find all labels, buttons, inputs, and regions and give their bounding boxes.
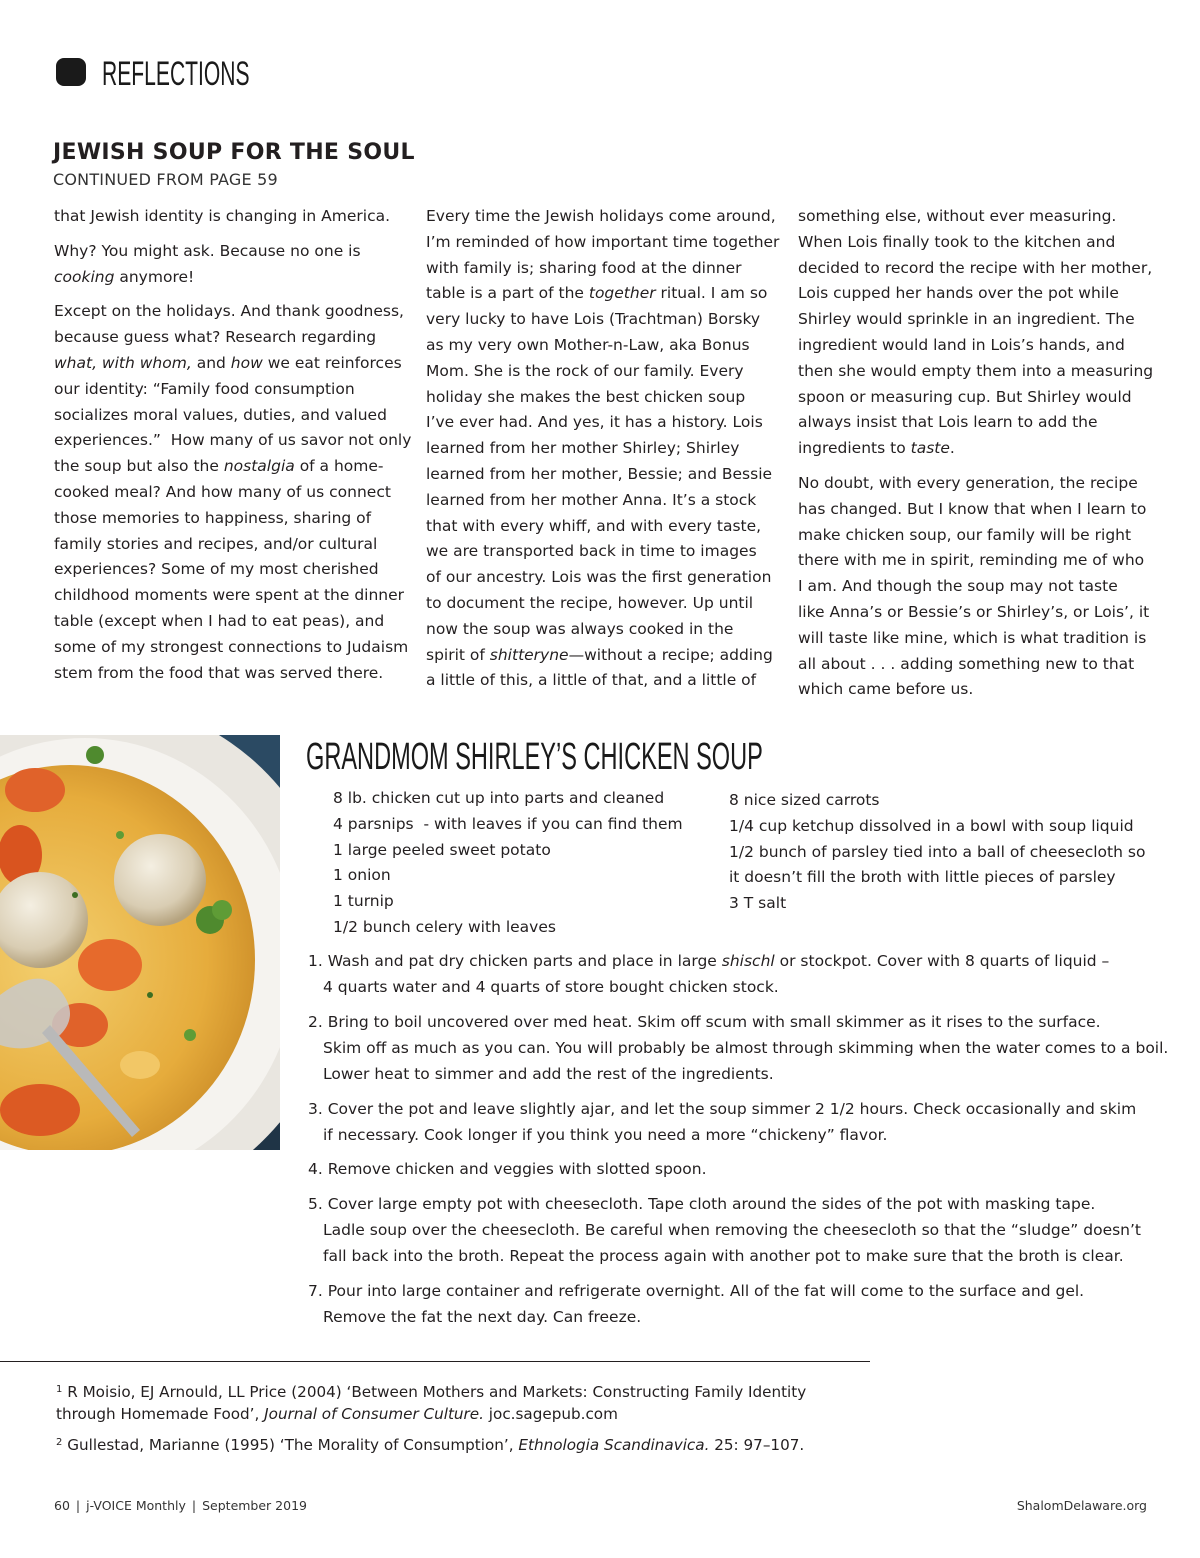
recipe-step-5: 5. Cover large empty pot with cheesecloth. Tape cloth around the sides of the pot with masking tape. Ladle soup over the cheesecloth. Be careful when removing the cheesecloth so that the “sludge” doesn’t fall back into the broth. Repeat the process again with another pot to make sure that the broth is clear.: [308, 1195, 1142, 1265]
publication-name: j-VOICE Monthly: [86, 1498, 186, 1513]
section-label: REFLECTIONS: [102, 55, 250, 93]
recipe-step-3: 3. Cover the pot and leave slightly ajar, and let the soup simmer 2 1/2 hours. Check occasionally and skim if necessary. Cook longer if you think you need a more “chickeny” flavor.: [308, 1100, 1137, 1144]
soup-photo: [0, 735, 280, 1150]
article-continued-note: CONTINUED FROM PAGE 59: [53, 170, 278, 189]
ingredient: it doesn’t fill the broth with little pieces of parsley: [729, 868, 1116, 887]
ingredient: 8 lb. chicken cut up into parts and cleaned: [333, 789, 665, 807]
paragraph: that Jewish identity is changing in America.: [54, 207, 391, 225]
ingredient: 1 onion: [333, 866, 391, 885]
paragraph: No doubt, with every generation, the recipe has changed. But I know that when I learn to make chicken soup, our family will be right there with me in spirit, reminding me of who I am. And though the soup may not taste like Anna’s or Bessie’s or Shirley’s, or Lois’, it will taste like mine, which is what tradition is all about . . . adding something new to that which came before us.: [798, 473, 1150, 699]
issue-date: September 2019: [202, 1498, 307, 1513]
footnote-1: $^1$ R Moisio, EJ Arnould, LL Price (2004) ‘Between Mothers and Markets: Constructing Family Identity through Homemade Food’, Journal of Consumer Culture. joc.sagepub.com: [56, 1383, 807, 1423]
article-column-2: [426, 204, 778, 703]
footnote-divider: [0, 1361, 870, 1362]
section-marker: [56, 58, 86, 86]
ingredient: 1 large peeled sweet potato: [333, 840, 551, 859]
ingredient: 3 T salt: [729, 894, 787, 913]
ingredient: 1/2 bunch celery with leaves: [333, 917, 556, 936]
paragraph: Why? You might ask. Because no one is cooking anymore!: [54, 241, 361, 286]
website-url: ShalomDelaware.org: [1016, 1498, 1147, 1513]
page-footer-info: 60 | j-VOICE Monthly | September 2019: [54, 1498, 307, 1513]
article-column-1: [54, 204, 412, 695]
paragraph: Except on the holidays. And thank goodness, because guess what? Research regarding what, with whom, and how we eat reinforces our identity: “Family food consumption socializes moral values, duties, and valued experiences.” How many of us savor not only the soup but also the nostalgia of a home- cooked meal? And how many of us connect those memories to happiness, sharing of family stories and recipes, and/or cultural experiences? Some of my most cherished childhood moments were spent at the dinner table (except when I had to eat peas), and some of my strongest connections to Judaism stem from the food that was served there.: [54, 302, 412, 682]
recipe-step-7: 7. Pour into large container and refrigerate overnight. All of the fat will come to the surface and gel. Remove the fat the next day. Can freeze.: [308, 1282, 1085, 1326]
ingredients-list-left: [333, 786, 683, 941]
recipe-step-2: 2. Bring to boil uncovered over med heat. Skim off scum with small skimmer as it rises to the surface. Skim off as much as you can. You will probably be almost through skimming when the water comes to a boil. Lower heat to simmer and add the rest of the ingredients.: [308, 1013, 1169, 1083]
recipe-title: GRANDMOM SHIRLEY’S CHICKEN SOUP: [306, 736, 763, 778]
ingredients-list-right: [729, 788, 1145, 917]
ingredient: 1/2 bunch of parsley tied into a ball of cheesecloth so: [729, 842, 1146, 861]
ingredient: 1 turnip: [333, 892, 394, 911]
recipe-step-1: 1. Wash and pat dry chicken parts and place in large shischl or stockpot. Cover with 8 quarts of liquid – 4 quarts water and 4 quarts of store bought chicken stock.: [308, 952, 1110, 996]
ingredient: 8 nice sized carrots: [729, 791, 880, 809]
recipe-step-4: 4. Remove chicken and veggies with slotted spoon.: [308, 1160, 707, 1178]
paragraph: something else, without ever measuring. When Lois finally took to the kitchen and decided to record the recipe with her mother, Lois cupped her hands over the pot while Shirley would sprinkle in an ingredient. The ingredient would land in Lois’s hands, and then she would empty them into a measuring spoon or measuring cup. But Shirley would always insist that Lois learn to add the ingredients to taste.: [798, 207, 1154, 458]
article-title: JEWISH SOUP FOR THE SOUL: [53, 140, 415, 165]
article-column-3: [798, 204, 1154, 712]
ingredient: 4 parsnips - with leaves if you can find them: [333, 814, 683, 833]
ingredient: 1/4 cup ketchup dissolved in a bowl with soup liquid: [729, 816, 1134, 835]
paragraph: Every time the Jewish holidays come around, I’m reminded of how important time together with family is; sharing food at the dinner table is a part of the together ritual. I am so very lucky to have Lois (Trachtman) Borsky as my very own Mother-n-Law, aka Bonus Mom. She is the rock of our family. Every holiday she makes the best chicken soup I’ve ever had. And yes, it has a history. Lois learned from her mother Shirley; Shirley learned from her mother, Bessie; and Bessie learned from her mother Anna. It’s a stock that with every whiff, and with every taste, we are transported back in time to images of our ancestry. Lois was the first generation to document the recipe, however. Up until now the soup was always cooked in the spirit of shitteryne—without a recipe; adding a little of this, a little of that, and a little of: [426, 207, 780, 690]
footnote-2: $^2$ Gullestad, Marianne (1995) ‘The Morality of Consumption’, Ethnologia Scandinavica. 25: 97–107.: [56, 1436, 805, 1454]
page-number: 60: [54, 1498, 70, 1513]
